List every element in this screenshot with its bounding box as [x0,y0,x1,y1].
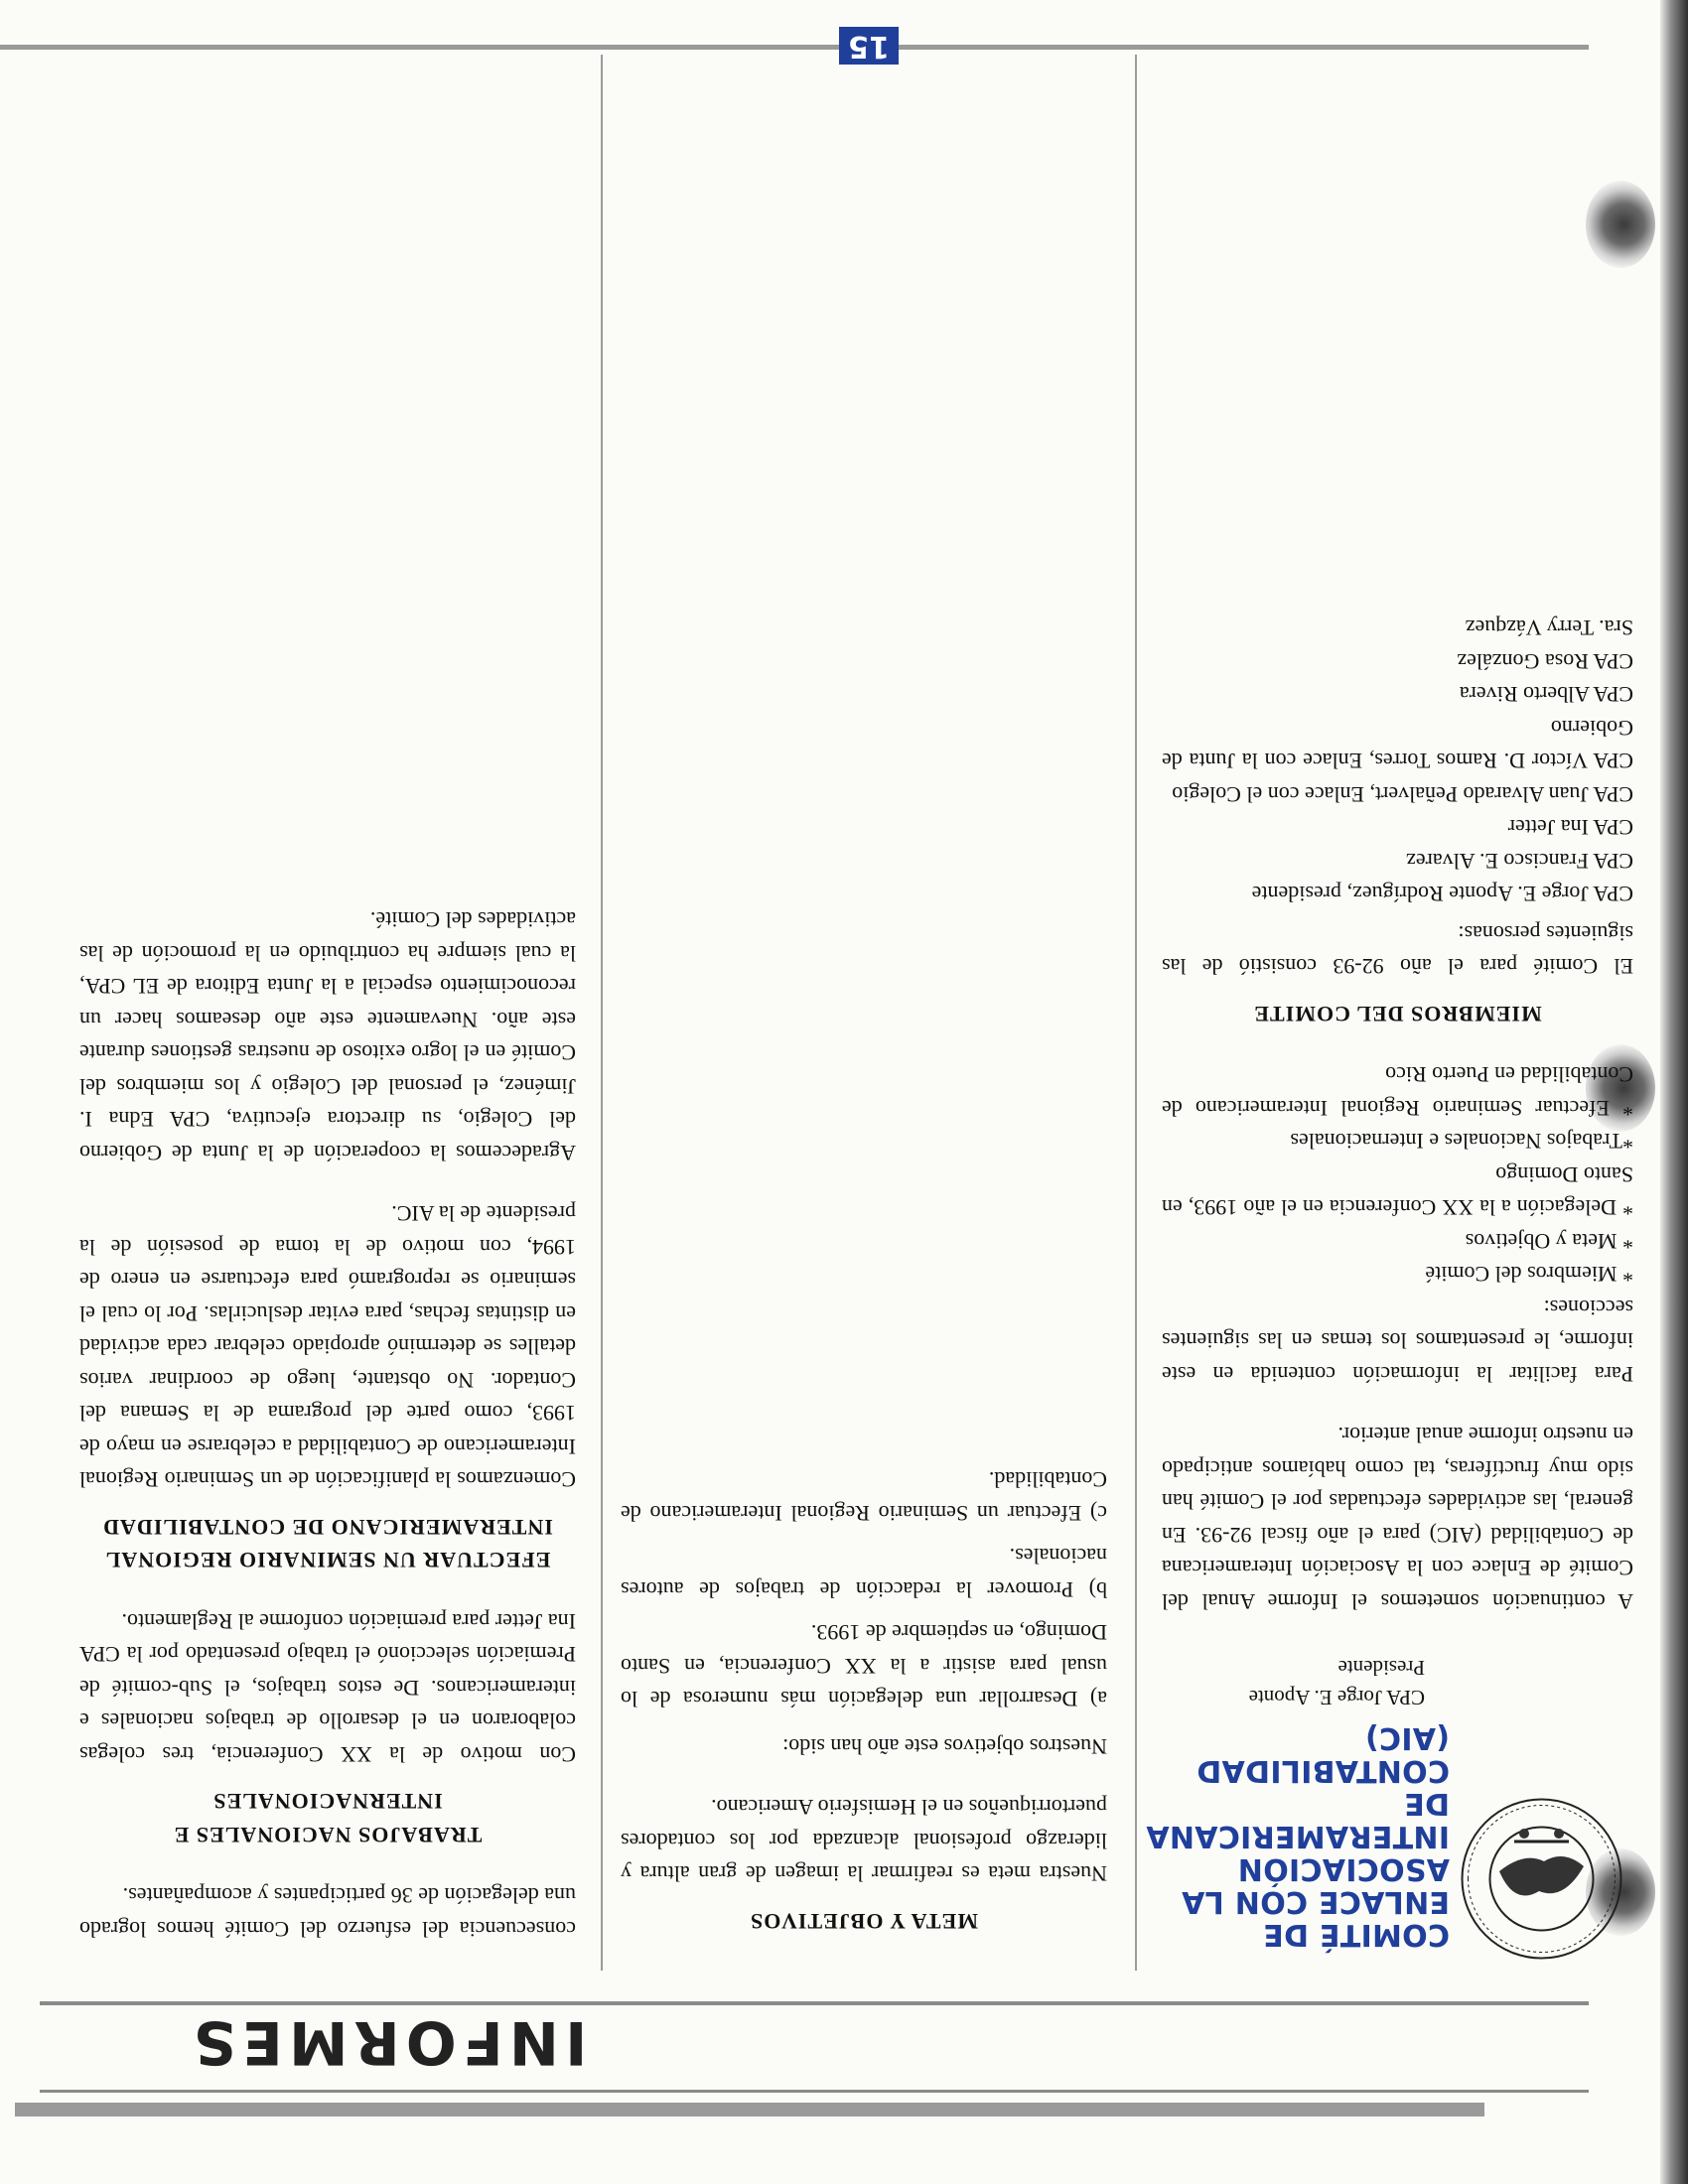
page-number: 15 [839,27,899,65]
members-intro-paragraph: El Comité para el año 92-93 consistió de las siguientes personas: [1162,921,1633,980]
list-item: *Trabajos Nacionales e Internacionales [1290,1129,1633,1155]
goal-paragraph: Nuestra meta es reafirmar la imagen de gran altura y liderazgo profesional alcanzada por los contadores puertorriqueños en el Hemisferio Americano. [621,1795,1107,1887]
author-block [1157,1653,1425,1712]
author-role: Presidente [1337,1656,1425,1680]
member-item: CPA Juan Alvarado Peñalvert, Enlace con el Colegio [1172,782,1633,807]
objective-item: c) Efectuar un Seminario Regional Interamericano de Contabilidad. [621,1467,1107,1526]
goals-heading: META Y OBJETIVOS [750,1909,978,1934]
column-1-body [1162,612,1633,1618]
member-item: Sra. Terry Vázquez [1465,615,1633,641]
header-rule [40,2001,1589,2005]
section-title: INFORMES [187,2007,588,2077]
list-item: * Miembros del Comité [1425,1262,1633,1288]
sections-intro-paragraph: Para facilitar la información contenida en este informe, le presentamos los temas en las siguientes secciones: [1162,1296,1633,1387]
header-rule [40,2090,1589,2093]
seminar-paragraph: Comenzamos la planificación de un Seminario Regional Interamericano de Contabilidad a celebrarse en mayo de 1993, como parte del programa de la Semana del Contador. No obstante, luego de coordinar varios detalles se determinó apropiado celebrar cada actividad en distintas fechas, para evitar deslucirlas. Por lo cual el seminario se reprogramó para efectuarse en enero de 1994, con motivo de la toma de posesión de la presidente de la AIC. [79,1201,576,1493]
objectives-intro-paragraph: Nuestros objetivos este año han sido: [782,1734,1107,1759]
intro-paragraph: A continuación sometemos el Informe Anual del Comité de Enlace con la Asociación Interamericana de Contabilidad (AIC) para el año fiscal 92-93. En general, las actividades efectuadas por el Comité han sido muy fructíferas, tal como habíamos anticipado en nuestro informe anual anterior. [1162,1423,1633,1614]
members-list [1162,612,1633,911]
author-name: CPA Jorge E. Aponte [1248,1686,1425,1709]
list-item: * Delegación a la XX Conferencia en el año 1993, en Santo Domingo [1162,1162,1633,1221]
column-3 [79,876,576,1946]
works-paragraph: Con motivo de la XX Conferencia, tres colegas colaboraron en el desarollo de trabajos nacionales e interamericanos. De estos trabajos, el Sub-comité de Premiación seleccionó el trabajo presentado por la CPA Ina Jetter para premiación conforme al Reglamento. [79,1609,576,1767]
delegation-paragraph: consecuencia del esfuerzo del Comité hemos logrado una delegación de 36 participantes y acompañantes. [79,1883,576,1942]
member-item: CPA Rosa González [1457,649,1633,674]
footer-rule [0,45,1589,50]
member-item: CPA Francisco E. Alvarez [1406,849,1633,874]
binding-edge [1660,0,1688,2184]
works-heading: TRABAJOS NACIONALES E INTERNACIONALES [173,1789,483,1847]
header-bar [15,2103,1484,2116]
column-1 [1146,74,1633,1961]
column-divider [1135,55,1137,1971]
page-header [0,2005,1688,2184]
college-seal-logo [1460,1797,1623,1961]
objective-item: a) Desarrollar una delegación más numerosa de lo usual para asistir a la XX Conferencia, en Santo Domingo, en septiembre de 1993. [621,1620,1107,1712]
report-title: COMITÉ DE ENLACE CON LA ASOCIACIÓN INTERAMERICANA DE CONTABILIDAD (AIC) [1146,1720,1450,1952]
sections-list [1162,1058,1633,1292]
list-item: * Meta y Objetivos [1465,1229,1633,1254]
objective-item: b) Promover la redacción de trabajos de autores nacionales. [621,1544,1107,1602]
column-divider [601,55,603,1971]
thanks-paragraph: Agradecemos la cooperación de la Junta de Gobierno del Colegio, su directora ejecutiva, CPA Edna I. Jiménez, el personal del Colegio y los miembros del Comité en el logro exitoso de nuestras gestiones durante este año. Nuevamente este año deseamos hacer un reconocimiento especial a la Junta Editora de EL CPA, la cual siempre ha contribuido en la promoción de las actividades del Comité. [79,907,576,1165]
member-item: CPA Ina Jetter [1507,815,1633,841]
list-item: * Efectuar Seminario Regional Interamericano de Contabilidad en Puerto Rico [1162,1062,1633,1121]
member-item: CPA Alberto Rivera [1459,682,1633,708]
member-item: CPA Víctor D. Ramos Torres, Enlace con la Junta de Gobierno [1162,716,1633,774]
members-heading: MIEMBROS DEL COMITE [1253,1002,1542,1026]
member-item: CPA Jorge E. Aponte Rodríguez, presidente [1251,882,1633,907]
column-2 [621,1435,1107,1946]
seminar-heading: EFECTUAR UN SEMINARIO REGIONAL INTERAMERICANO DE CONTABILIDAD [102,1515,553,1573]
